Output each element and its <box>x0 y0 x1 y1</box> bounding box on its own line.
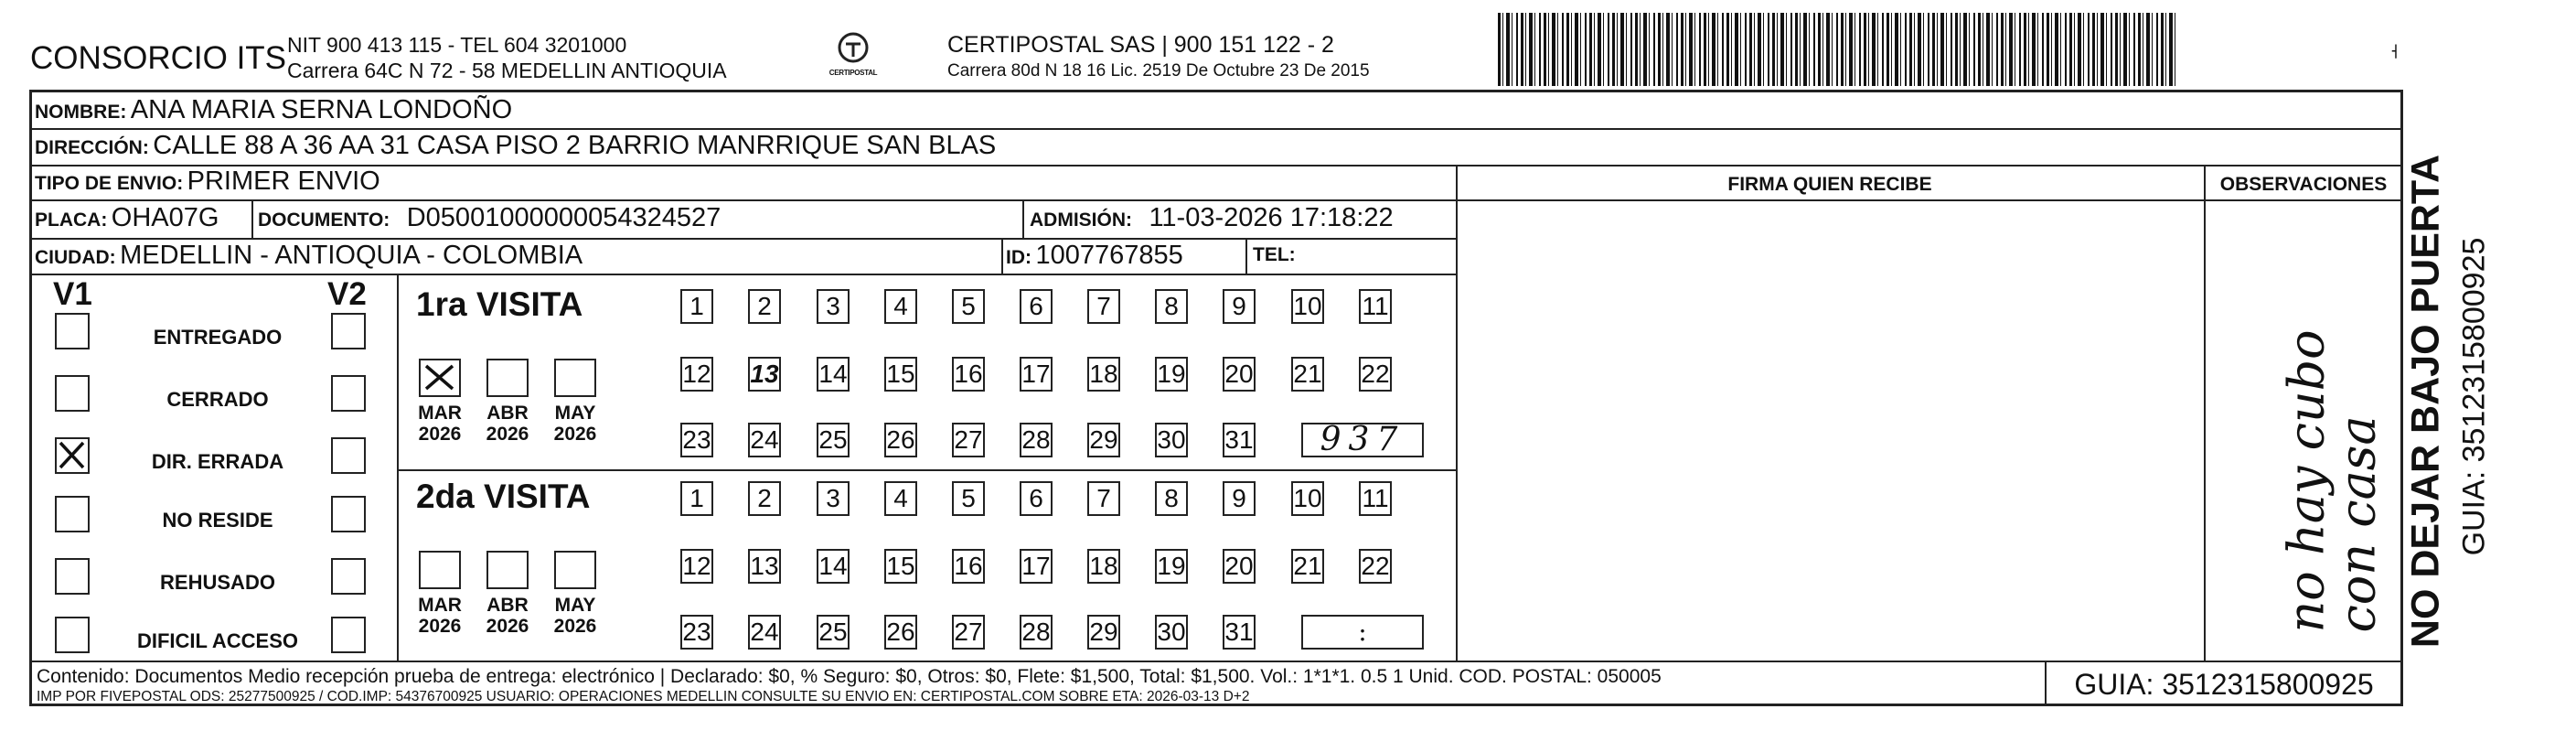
day-box[interactable]: 22 <box>1359 549 1392 584</box>
day-box[interactable]: 21 <box>1291 357 1324 392</box>
x-mark-icon <box>421 360 458 394</box>
day-box[interactable]: 27 <box>952 615 985 650</box>
day-box[interactable]: 15 <box>884 549 917 584</box>
day-box[interactable]: 17 <box>1020 549 1053 584</box>
month-year: 2026 <box>553 424 597 445</box>
day-box[interactable]: 12 <box>680 357 713 392</box>
id-row <box>1006 241 1183 271</box>
day-box[interactable]: 14 <box>817 357 850 392</box>
tel-row <box>1253 244 1296 266</box>
status-v2-checkbox[interactable] <box>331 496 366 532</box>
day-box[interactable]: 30 <box>1155 615 1188 650</box>
day-box[interactable]: 12 <box>680 549 713 584</box>
month-checkbox[interactable] <box>419 359 461 397</box>
status-label: DIR. ERRADA <box>151 450 284 473</box>
direccion-label: DIRECCIÓN: <box>35 137 149 158</box>
time-box[interactable] <box>1301 615 1424 650</box>
day-box[interactable]: 6 <box>1020 289 1053 324</box>
footer-guia: GUIA: 3512315800925 <box>2074 668 2374 701</box>
corner-mark: ˧ <box>2390 40 2399 63</box>
status-v1-checkbox[interactable] <box>55 375 90 412</box>
month-name: MAY <box>554 595 596 616</box>
day-box[interactable]: 8 <box>1155 481 1188 516</box>
barcode <box>1498 13 2176 86</box>
day-box[interactable]: 11 <box>1359 481 1392 516</box>
logo-icon <box>835 31 871 64</box>
status-v2-checkbox[interactable] <box>331 375 366 412</box>
month-name: ABR <box>486 595 529 616</box>
status-v2-checkbox[interactable] <box>331 313 366 349</box>
certipostal-logo <box>826 31 881 86</box>
day-box[interactable]: 16 <box>952 357 985 392</box>
day-box[interactable]: 16 <box>952 549 985 584</box>
day-box[interactable]: 9 <box>1223 481 1256 516</box>
day-box[interactable]: 25 <box>817 615 850 650</box>
visita1-title: 1ra VISITA <box>416 285 583 323</box>
admision-value: 11-03-2026 17:18:22 <box>1149 203 1394 232</box>
direccion-row <box>35 131 996 161</box>
day-box[interactable]: 2 <box>748 289 781 324</box>
day-box[interactable]: 10 <box>1291 289 1324 324</box>
month-year: 2026 <box>486 424 529 445</box>
day-box[interactable]: 7 <box>1087 481 1120 516</box>
company-nit: NIT 900 413 115 - TEL 604 3201000 <box>287 33 627 57</box>
day-box[interactable]: 22 <box>1359 357 1392 392</box>
day-box[interactable]: 9 <box>1223 289 1256 324</box>
day-box[interactable]: 3 <box>817 289 850 324</box>
day-box[interactable]: 3 <box>817 481 850 516</box>
month-checkbox[interactable] <box>554 551 596 589</box>
month-year: 2026 <box>486 616 529 637</box>
day-box[interactable]: 7 <box>1087 289 1120 324</box>
month-checkbox[interactable] <box>554 359 596 397</box>
tipo-value: PRIMER ENVIO <box>187 167 380 196</box>
observaciones-line-2: con casa <box>2328 415 2387 633</box>
company-address: Carrera 64C N 72 - 58 MEDELLIN ANTIOQUIA <box>287 59 727 82</box>
side-no-dejar: NO DEJAR BAJO PUERTA <box>2403 154 2448 649</box>
day-box[interactable]: 18 <box>1087 549 1120 584</box>
month-checkbox[interactable] <box>486 551 529 589</box>
tipo-label: TIPO DE ENVIO: <box>35 173 184 194</box>
visita2-title: 2da VISITA <box>416 478 591 515</box>
carrier-address: Carrera 80d N 18 16 Lic. 2519 De Octubre 23 De 2015 <box>947 61 1370 81</box>
day-box[interactable]: 1 <box>680 481 713 516</box>
status-v1-checkbox[interactable] <box>55 617 90 653</box>
day-box[interactable]: 24 <box>748 423 781 457</box>
tel-label: TEL: <box>1253 244 1296 265</box>
day-box[interactable]: 6 <box>1020 481 1053 516</box>
nombre-label: NOMBRE: <box>35 102 127 123</box>
day-box[interactable]: 11 <box>1359 289 1392 324</box>
observaciones-header: OBSERVACIONES <box>2219 174 2388 195</box>
status-label: NO RESIDE <box>162 509 273 532</box>
day-box[interactable]: 19 <box>1155 549 1188 584</box>
admision-label: ADMISIÓN: <box>1030 209 1132 231</box>
month-name: ABR <box>486 403 529 424</box>
day-box[interactable]: 27 <box>952 423 985 457</box>
day-box[interactable]: 31 <box>1223 615 1256 650</box>
day-box[interactable]: 13 <box>748 357 781 392</box>
day-box[interactable]: 4 <box>884 289 917 324</box>
month-label <box>478 403 537 445</box>
month-year: 2026 <box>418 616 462 637</box>
firma-header: FIRMA QUIEN RECIBE <box>1727 174 1932 195</box>
day-box[interactable]: 2 <box>748 481 781 516</box>
status-label: DIFICIL ACCESO <box>136 629 298 652</box>
admision-row <box>1030 203 1394 233</box>
v1-label: V1 <box>53 276 92 312</box>
status-v1-checkbox[interactable] <box>55 496 90 532</box>
month-name: MAR <box>418 595 462 616</box>
ciudad-row <box>35 241 583 271</box>
time-value: : <box>1358 617 1367 647</box>
status-label: ENTREGADO <box>153 326 283 349</box>
status-v2-checkbox[interactable] <box>331 558 366 595</box>
carrier-line: CERTIPOSTAL SAS | 900 151 122 - 2 <box>947 32 1334 58</box>
day-box[interactable]: 4 <box>884 481 917 516</box>
footer-imp: IMP POR FIVEPOSTAL ODS: 25277500925 / COD.IMP: 54376700925 USUARIO: OPERACIONES MEDELLIN CONSULTE SU ENVIO EN: CERTIPOSTAL.COM SOBRE ETA: 2026-03-13 D+2 <box>37 689 1250 704</box>
day-box[interactable]: 10 <box>1291 481 1324 516</box>
month-name: MAR <box>418 403 462 424</box>
month-label <box>411 595 469 637</box>
day-box[interactable]: 26 <box>884 615 917 650</box>
day-box[interactable]: 20 <box>1223 549 1256 584</box>
day-box[interactable]: 28 <box>1020 423 1053 457</box>
company-name: CONSORCIO ITS <box>30 40 287 76</box>
placa-row <box>35 203 219 233</box>
day-box[interactable]: 14 <box>817 549 850 584</box>
month-checkbox[interactable] <box>486 359 529 397</box>
status-v2-checkbox[interactable] <box>331 617 366 653</box>
time-box[interactable] <box>1301 423 1424 457</box>
v2-label: V2 <box>327 276 367 312</box>
month-checkbox[interactable] <box>419 551 461 589</box>
status-v1-checkbox[interactable] <box>55 437 90 474</box>
month-label <box>478 595 537 637</box>
day-box[interactable]: 30 <box>1155 423 1188 457</box>
day-box[interactable]: 28 <box>1020 615 1053 650</box>
day-box[interactable]: 17 <box>1020 357 1053 392</box>
status-label: CERRADO <box>166 388 269 411</box>
day-box[interactable]: 24 <box>748 615 781 650</box>
month-label <box>546 403 604 445</box>
x-mark-icon <box>57 439 87 471</box>
status-v1-checkbox[interactable] <box>55 558 90 595</box>
status-v2-checkbox[interactable] <box>331 437 366 474</box>
id-value: 1007767855 <box>1035 241 1183 270</box>
month-year: 2026 <box>553 616 597 637</box>
day-box[interactable]: 20 <box>1223 357 1256 392</box>
observaciones-line-1: no hay cubo <box>2277 329 2336 633</box>
day-box[interactable]: 29 <box>1087 615 1120 650</box>
month-label <box>411 403 469 445</box>
documento-row <box>258 203 721 233</box>
direccion-value: CALLE 88 A 36 AA 31 CASA PISO 2 BARRIO MANRRIQUE SAN BLAS <box>153 131 997 160</box>
logo-text: CERTIPOSTAL <box>828 69 878 77</box>
day-box[interactable]: 29 <box>1087 423 1120 457</box>
id-label: ID: <box>1006 247 1031 268</box>
day-box[interactable]: 19 <box>1155 357 1188 392</box>
month-name: MAY <box>554 403 596 424</box>
day-box[interactable]: 23 <box>680 615 713 650</box>
day-box[interactable]: 5 <box>952 481 985 516</box>
time-value: 937 <box>1320 421 1406 458</box>
placa-value: OHA07G <box>111 203 219 232</box>
day-box[interactable]: 25 <box>817 423 850 457</box>
day-box[interactable]: 5 <box>952 289 985 324</box>
documento-value: D05001000000054324527 <box>406 203 721 232</box>
documento-label: DOCUMENTO: <box>258 209 390 231</box>
day-box[interactable]: 26 <box>884 423 917 457</box>
day-box[interactable]: 18 <box>1087 357 1120 392</box>
day-box[interactable]: 23 <box>680 423 713 457</box>
ciudad-label: CIUDAD: <box>35 247 116 268</box>
footer-contenido: Contenido: Documentos Medio recepción prueba de entrega: electrónico | Declarado: $0, % Seguro: $0, Otros: $0, Flete: $1,500, Total: $1,500. Vol.: 1*1*1. 0.5 1 Unid. COD. POSTAL: 050005 <box>37 666 1662 687</box>
status-v1-checkbox[interactable] <box>55 313 90 349</box>
month-label <box>546 595 604 637</box>
ciudad-value: MEDELLIN - ANTIOQUIA - COLOMBIA <box>120 241 583 270</box>
nombre-row <box>35 95 512 125</box>
day-box[interactable]: 13 <box>748 549 781 584</box>
day-box[interactable]: 15 <box>884 357 917 392</box>
side-guia: GUIA: 3512315800925 <box>2456 237 2492 556</box>
day-box[interactable]: 1 <box>680 289 713 324</box>
day-box[interactable]: 31 <box>1223 423 1256 457</box>
day-box[interactable]: 21 <box>1291 549 1324 584</box>
day-box[interactable]: 8 <box>1155 289 1188 324</box>
nombre-value: ANA MARIA SERNA LONDOÑO <box>130 95 513 124</box>
month-year: 2026 <box>418 424 462 445</box>
status-label: REHUSADO <box>160 571 275 594</box>
observaciones-handwriting <box>2211 210 2394 657</box>
tipo-row <box>35 167 380 197</box>
placa-label: PLACA: <box>35 209 108 231</box>
